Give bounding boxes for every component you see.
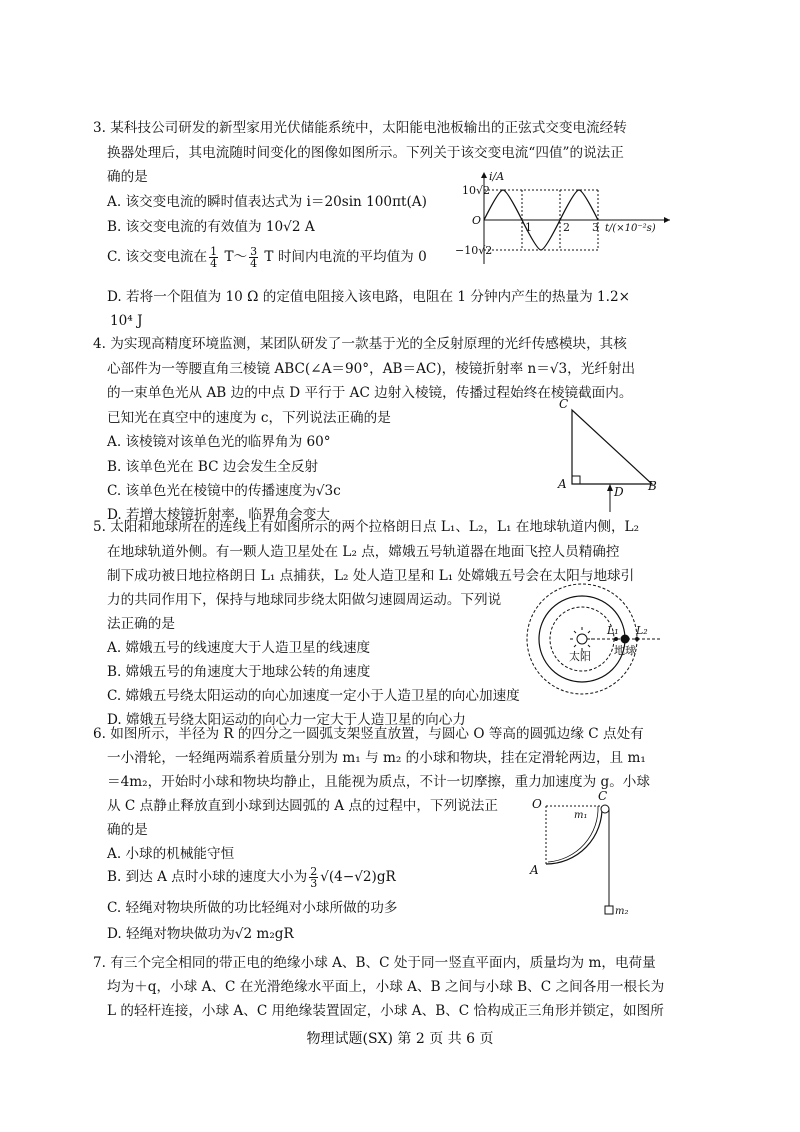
- q4-label-b: B: [648, 479, 657, 493]
- q6-stem-line-4: 从 C 点静止释放直到小球到达圆弧的 A 点的过程中，下列说法正: [107, 798, 498, 814]
- earth-icon: [621, 635, 630, 644]
- q6-option-d: D. 轻绳对物块做功为√2 m₂gR: [107, 926, 294, 942]
- q4-label-a: A: [558, 477, 567, 491]
- q3-frac1-num: 1: [210, 245, 218, 258]
- q6-label-o: O: [532, 797, 542, 811]
- q4-option-a: A. 该棱镜对该单色光的临界角为 60°: [107, 434, 331, 450]
- q3-stem-line-2: 换器处理后，其电流随时间变化的图像如图所示。下列关于该交变电流“四值”的说法正: [107, 145, 624, 161]
- q3-x-tick-2: 2: [563, 221, 570, 234]
- q5-stem-line-5: 法正确的是: [107, 616, 175, 632]
- q6-block-m2: [605, 906, 613, 914]
- q3-origin-label: O: [472, 214, 482, 227]
- q5-option-a: A. 嫦娥五号的线速度大于人造卫星的线速度: [107, 640, 371, 656]
- q4-option-d: D. 若增大棱镜折射率，临界角会变大: [107, 507, 330, 523]
- q4-option-c: C. 该单色光在棱镜中的传播速度为√3c: [107, 483, 341, 499]
- q4-prism-diagram: [552, 392, 662, 516]
- q5-stem-line-3: 制下成功被日地拉格朗日 L₁ 点捕获，L₂ 处人造卫星和 L₁ 处嫦娥五号会在太阳与地球引: [107, 568, 635, 584]
- q5-orbit-diagram: [524, 584, 664, 704]
- q5-l2-point: [635, 637, 639, 641]
- q4-option-b: B. 该单色光在 BC 边会发生全反射: [107, 459, 319, 475]
- q5-option-c: C. 嫦娥五号绕太阳运动的向心加速度一定小于人造卫星的向心加速度: [107, 688, 520, 704]
- q3-y-min-label: −10√2: [455, 244, 493, 257]
- q5-label-sun: 太阳: [569, 650, 591, 663]
- q5-label-earth: 地球: [614, 644, 636, 657]
- q3-y-max-label: 10√2: [462, 184, 491, 197]
- q6-option-b-prefix: B. 到达 A 点时小球的速度大小为: [107, 869, 308, 885]
- q6-option-b: [107, 866, 396, 889]
- q7-stem-line-1: 7. 有三个完全相同的带正电的绝缘小球 A、B、C 处于同一竖直平面内，质量均为 m，电荷量: [93, 955, 656, 971]
- q6-label-m2: m₂: [615, 906, 629, 917]
- q6-label-a: A: [530, 863, 539, 877]
- q6-option-b-suffix: √(4−√2)gR: [320, 869, 396, 885]
- q6-frac-den: 3: [310, 877, 318, 890]
- q4-label-d: D: [614, 485, 624, 499]
- q3-x-tick-3: 3: [592, 221, 599, 234]
- q4-stem-line-2: 心部件为一等腰直角三棱镜 ABC(∠A＝90°，AB＝AC)，棱镜折射率 n＝√3，光纤射出: [107, 361, 636, 377]
- q6-stem-line-3: ＝4m₂，开始时小球和物块均静止，且能视为质点，不计一切摩擦，重力加速度为 g。小球: [107, 774, 650, 790]
- q4-stem-line-1: 4. 为实现高精度环境监测，某团队研发了一款基于光的全反射原理的光纤传感模块，其核: [93, 336, 627, 352]
- q5-stem-line-1: 5. 太阳和地球所在的连线上有如图所示的两个拉格朗日点 L₁、L₂，L₁ 在地球轨道内侧，L₂: [93, 519, 640, 535]
- q3-y-label: i/A: [489, 170, 505, 183]
- q7-stem-line-2: 均为＋q，小球 A、C 在光滑绝缘水平面上，小球 A、B 之间与小球 B、C 之间各用一根长为: [107, 979, 665, 995]
- q5-option-d: D. 嫦娥五号绕太阳运动的向心力一定大于人造卫星的向心力: [107, 712, 466, 728]
- q6-frac-num: 2: [310, 865, 318, 878]
- q6-option-a: A. 小球的机械能守恒: [107, 846, 235, 862]
- q3-option-c-frac2: [249, 246, 258, 269]
- q3-x-tick-1: 1: [525, 221, 532, 234]
- page-footer: 物理试题(SX) 第 2 页 共 6 页: [306, 1031, 494, 1047]
- q3-frac2-den: 4: [250, 257, 258, 270]
- q5-l1-point: [614, 637, 618, 641]
- q6-stem-line-2: 一小滑轮，一轻绳两端系着质量分别为 m₁ 与 m₂ 的小球和物块，挂在定滑轮两边，且 m₁: [107, 750, 646, 766]
- q3-stem-line-3: 确的是: [107, 169, 148, 185]
- q3-i-axis-arrow: [481, 172, 487, 178]
- q3-option-c-suffix: T 时间内电流的平均值为 0: [260, 249, 427, 265]
- q6-label-c: C: [598, 789, 608, 803]
- q6-option-b-frac: [309, 866, 318, 889]
- q3-x-label: t/(×10⁻²s): [605, 223, 656, 234]
- q5-label-l1: L₁: [607, 624, 619, 637]
- q5-option-b: B. 嫦娥五号的角速度大于地球公转的角速度: [107, 664, 371, 680]
- q3-option-c-mid: T～: [220, 249, 248, 265]
- q6-stem-line-5: 确的是: [107, 822, 148, 838]
- q6-pulley-diagram: [526, 788, 636, 920]
- pulley-icon: [601, 805, 609, 813]
- q3-option-c: [107, 246, 427, 269]
- q6-stem-line-1: 6. 如图所示，半径为 R 的四分之一圆弧支架竖直放置，与圆心 O 等高的圆弧边缘 C 点处有: [93, 726, 644, 742]
- q3-option-a: A. 该交变电流的瞬时值表达式为 i＝20sin 100πt(A): [107, 194, 427, 210]
- q3-stem-line-1: 3. 某科技公司研发的新型家用光伏储能系统中，太阳能电池板输出的正弦式交变电流经转: [93, 120, 627, 136]
- q3-option-b: B. 该交变电流的有效值为 10√2 A: [107, 219, 315, 235]
- q3-option-d-line-1: D. 若将一个阻值为 10 Ω 的定值电阻接入该电路，电阻在 1 分钟内产生的热量为 1.2×: [107, 289, 631, 305]
- q3-option-c-frac1: [209, 246, 218, 269]
- q4-stem-line-3: 的一束单色光从 AB 边的中点 D 平行于 AC 边射入棱镜，传播过程始终在棱镜截面内。: [107, 385, 633, 401]
- q5-stem-line-4: 力的共同作用下，保持与地球同步绕太阳做匀速圆周运动。下列说: [107, 592, 502, 608]
- q4-light-arrow: [607, 484, 613, 491]
- q4-stem-line-4: 已知光在真空中的速度为 c，下列说法正确的是: [107, 410, 391, 426]
- q3-option-d-line-2: 10⁴ J: [110, 313, 143, 329]
- q4-prism-triangle: [572, 410, 652, 484]
- q3-frac1-den: 4: [210, 257, 218, 270]
- q6-option-c: C. 轻绳对物块所做的功比轻绳对小球所做的功多: [107, 900, 398, 916]
- sun-icon: [577, 634, 587, 644]
- q5-stem-line-2: 在地球轨道外侧。有一颗人造卫星处在 L₂ 点，嫦娥五号轨道器在地面飞控人员精确控: [107, 544, 620, 560]
- q3-option-c-prefix: C. 该交变电流在: [107, 249, 208, 265]
- q4-label-c: C: [559, 397, 569, 411]
- q3-frac2-num: 3: [250, 245, 258, 258]
- q4-right-angle-mark: [572, 476, 580, 484]
- q6-label-m1: m₁: [574, 810, 588, 821]
- q3-t-axis-arrow: [664, 217, 670, 223]
- q5-label-l2: L₂: [636, 624, 648, 637]
- q3-current-graph: [455, 168, 672, 268]
- q7-stem-line-3: L 的轻杆连接，小球 A、C 用绝缘装置固定，小球 A、B、C 恰构成正三角形并锁定，如图所: [107, 1003, 664, 1019]
